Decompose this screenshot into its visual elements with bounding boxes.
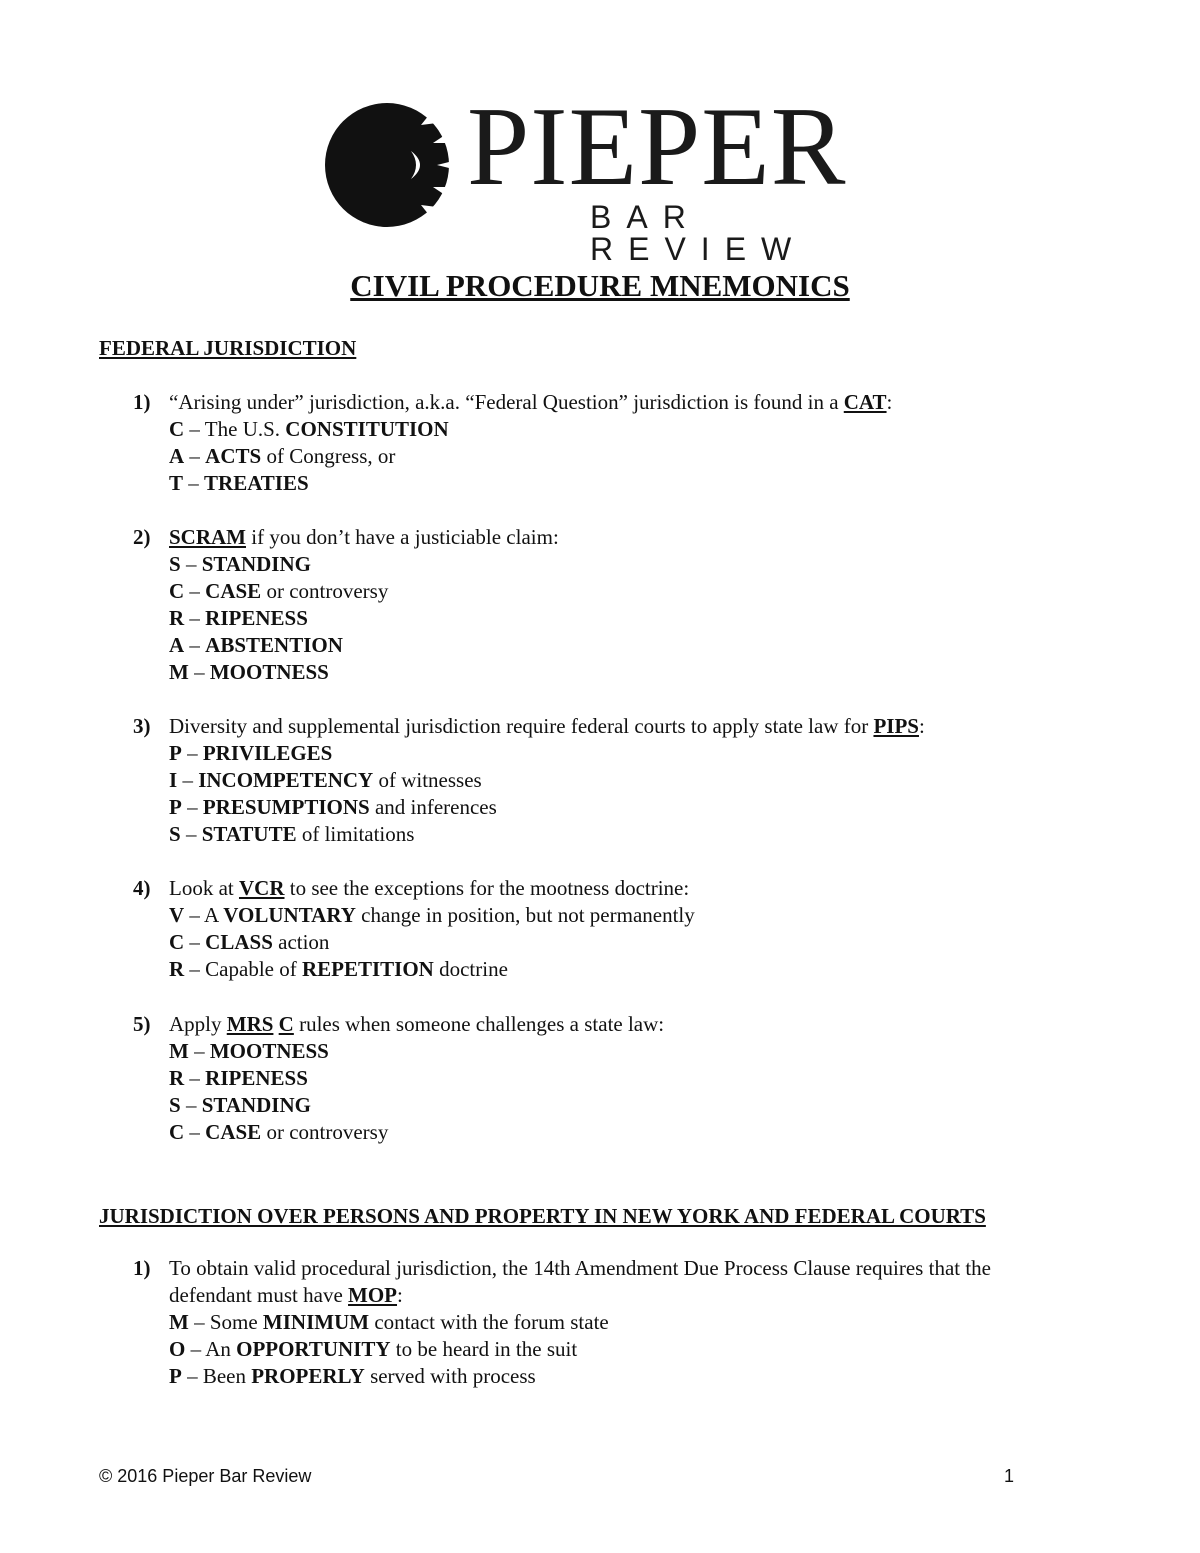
mnemonic-key: SCRAM <box>169 525 246 549</box>
item-number: 3) <box>133 714 151 738</box>
mnemonic-line: S – STANDING <box>169 552 311 576</box>
mnemonic-line: P – Been PROPERLY served with process <box>169 1364 536 1388</box>
mnemonic-line: S – STANDING <box>169 1093 311 1117</box>
mnemonic-line: T – TREATIES <box>169 471 309 495</box>
pieper-emblem-icon <box>325 103 465 228</box>
mnemonic-line: A – ACTS of Congress, or <box>169 444 396 468</box>
mnemonic-key: VCR <box>238 876 285 900</box>
pieper-logo <box>325 85 885 267</box>
mnemonic-key: MOP <box>348 1283 398 1307</box>
mnemonic-line: C – CASE or controversy <box>169 1120 389 1144</box>
logo-subtitle: BAR REVIEW <box>590 199 807 267</box>
mnemonic-key: PIPS <box>873 714 919 738</box>
mnemonic-item-mrs-c <box>133 1011 1113 1146</box>
item-intro: Look at VCR to see the exceptions for the mootness doctrine: <box>169 876 690 900</box>
document-title: CIVIL PROCEDURE MNEMONICS <box>350 268 850 303</box>
mnemonic-item-cat <box>133 389 1113 497</box>
mnemonic-line: C – CLASS action <box>169 930 330 954</box>
mnemonic-line: M – MOOTNESS <box>169 1039 329 1063</box>
mnemonic-line: M – MOOTNESS <box>169 660 329 684</box>
item-intro: Diversity and supplemental jurisdiction require federal courts to apply state law for PIPS: <box>169 714 925 738</box>
mnemonic-line: P – PRIVILEGES <box>169 741 333 765</box>
mnemonic-line: S – STATUTE of limitations <box>169 822 415 846</box>
mnemonic-line: I – INCOMPETENCY of witnesses <box>169 768 482 792</box>
section-heading-federal-jurisdiction: FEDERAL JURISDICTION <box>99 336 357 360</box>
item-number: 1) <box>133 390 151 414</box>
mnemonic-line: V – A VOLUNTARY change in position, but not permanently <box>169 903 695 927</box>
mnemonic-line: R – RIPENESS <box>169 1066 308 1090</box>
footer-copyright: © 2016 Pieper Bar Review <box>99 1466 312 1486</box>
mnemonic-line: A – ABSTENTION <box>169 633 343 657</box>
item-intro: SCRAM if you don’t have a justiciable claim: <box>169 525 559 549</box>
logo-wordmark: PIEPER <box>467 85 847 209</box>
mnemonic-line: O – An OPPORTUNITY to be heard in the suit <box>169 1337 578 1361</box>
mnemonic-item-mop <box>133 1255 1113 1390</box>
mnemonic-item-vcr <box>133 875 1113 983</box>
item-intro: To obtain valid procedural jurisdiction, the 14th Amendment Due Process Clause requires that the <box>169 1256 992 1280</box>
item-intro: Apply MRS C rules when someone challenges a state law: <box>169 1012 665 1036</box>
item-intro: “Arising under” jurisdiction, a.k.a. “Federal Question” jurisdiction is found in a CAT: <box>169 390 893 414</box>
mnemonic-item-pips <box>133 713 1113 848</box>
item-number: 4) <box>133 876 151 900</box>
item-number: 2) <box>133 525 151 549</box>
mnemonic-line: P – PRESUMPTIONS and inferences <box>169 795 497 819</box>
mnemonic-line: C – The U.S. CONSTITUTION <box>169 417 449 441</box>
item-number: 1) <box>133 1256 151 1280</box>
mnemonic-key: MRS <box>226 1012 274 1036</box>
mnemonic-line: C – CASE or controversy <box>169 579 389 603</box>
mnemonic-item-scram <box>133 524 1113 686</box>
item-number: 5) <box>133 1012 151 1036</box>
mnemonic-line: R – RIPENESS <box>169 606 308 630</box>
mnemonic-key: CAT <box>843 390 887 414</box>
mnemonic-key: C <box>278 1012 294 1036</box>
mnemonic-line: R – Capable of REPETITION doctrine <box>169 957 508 981</box>
item-intro-continued: defendant must have MOP: <box>169 1283 403 1307</box>
page-number: 1 <box>1004 1466 1015 1486</box>
section-heading-jurisdiction-over-persons: JURISDICTION OVER PERSONS AND PROPERTY IN NEW YORK AND FEDERAL COURTS <box>99 1204 986 1228</box>
mnemonic-line: M – Some MINIMUM contact with the forum state <box>169 1310 609 1334</box>
